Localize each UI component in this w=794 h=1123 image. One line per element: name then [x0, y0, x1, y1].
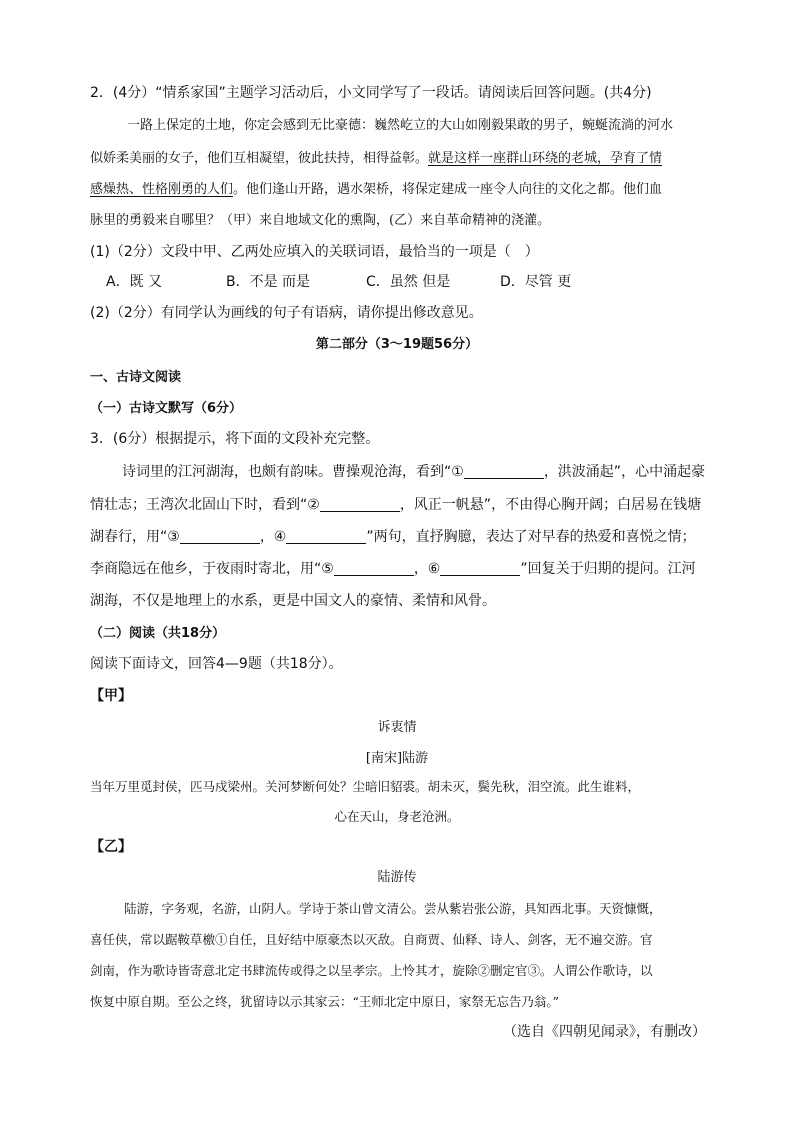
q2-passage-text: 似娇柔美丽的女子，他们互相凝望，彼此扶持，相得益彰。: [90, 151, 429, 166]
q2-stem: 2．(4分）“情系家国”主题学习活动后，小文同学写了一段话。请阅读后回答问题。(共4分): [90, 85, 652, 101]
q3-line-4: [90, 558, 696, 578]
q3-text: ，洪波涌起”，心中涌起豪: [543, 464, 706, 480]
prose-line-2: 喜任侠，常以踞鞍草檄①自任，且好结中原豪杰以灭敌。自商贾、仙释、诗人、剑客，无不遍交游。官: [90, 932, 653, 947]
section-heading-classical-reading: 一、古诗文阅读: [90, 370, 182, 385]
q3-text: ”两句，直抒胸臆，表达了对早春的热爱和喜悦之情；: [366, 529, 696, 545]
prose-line-3: 剑南，作为歌诗皆寄意北定书肆流传或得之以呈孝宗。上怜其才，旋除②删定官③。人谓公作歌诗，以: [90, 963, 653, 978]
q3-text: ，⑥: [413, 561, 441, 577]
reading-instructions: 阅读下面诗文，回答4—9题（共18分）。: [90, 656, 343, 672]
q2-passage-line-2: [90, 147, 662, 166]
q3-line-2: [90, 494, 701, 514]
q2-passage-line-4: 脉里的勇毅来自哪里？（甲）来自地域文化的熏陶，(乙）来自革命精神的浇灌。: [90, 213, 551, 228]
q3-text: ”回复关于归期的提问。江河: [520, 561, 696, 577]
answer-blank-4[interactable]: [286, 529, 366, 544]
prose-line-4: 恢复中原自期。至公之终，犹留诗以示其家云：“王师北定中原日，家祭无忘告乃翁。”: [90, 994, 560, 1009]
q3-text: 情壮志；王湾次北固山下时，看到“②: [90, 497, 320, 513]
q3-text: 诗词里的江河湖海，也颇有韵味。曹操观沧海，看到“①: [122, 464, 464, 480]
poem-line-1: 当年万里觅封侯，匹马戍梁州。关河梦断何处？尘暗旧貂裘。胡未灭，鬓先秋，泪空流。此生谁料，: [90, 779, 641, 794]
subsection-heading-recitation: （一）古诗文默写（6分）: [90, 401, 243, 416]
q2-passage-line-1: 一路上保定的土地，你定会感到无比豪德：巍然屹立的大山如刚毅果敢的男子，蜿蜒流淌的河水: [127, 118, 674, 133]
part2-title: 第二部分（3～19题56分）: [315, 337, 479, 352]
text-label-yi: 【乙】: [90, 839, 132, 855]
answer-blank-5[interactable]: [334, 561, 414, 576]
q3-text: ，④: [259, 529, 287, 545]
q2-underlined-sentence: 就是这样一座群山环绕的老城，孕育了情: [428, 151, 663, 166]
q3-line-1: [122, 461, 705, 481]
source-citation: （选自《四朝见闻录》，有删改）: [503, 1024, 706, 1040]
text-label-jia: 【甲】: [90, 688, 132, 704]
subsection-heading-reading: （二）阅读（共18分）: [90, 626, 226, 641]
answer-blank-6[interactable]: [440, 561, 520, 576]
poem-title: 诉衷情: [377, 720, 417, 735]
prose-title: 陆游传: [377, 870, 417, 885]
poem-author: [南宋]陆游: [365, 751, 429, 766]
q2-subquestion-1: (1)（2分）文段中甲、乙两处应填入的关联词语，最恰当的一项是（ ）: [90, 244, 539, 260]
q2-passage-text: 。他们逢山开路，遇水架桥，将保定建成一座令人向往的文化之都。他们血: [233, 182, 663, 197]
q2-underlined-sentence-end: 感燥热、性格刚勇的人们: [90, 182, 234, 197]
prose-line-1: 陆游，字务观，名游，山阴人。学诗于茶山曾文清公。尝从紫岩张公游，具知西北事。天资慷慨，: [124, 901, 662, 916]
q2-option-c: C．虽然 但是: [366, 274, 451, 290]
answer-blank-1[interactable]: [464, 464, 544, 479]
q2-option-d: D．尽管 更: [500, 274, 572, 290]
answer-blank-3[interactable]: [180, 529, 260, 544]
q2-option-b: B．不是 而是: [226, 274, 311, 290]
q3-text: ，风正一帆悬”，不由得心胸开阔；白居易在钱塘: [399, 497, 702, 513]
q3-stem: 3．(6分）根据提示，将下面的文段补充完整。: [90, 431, 380, 447]
q3-text: 湖春行，用“③: [90, 529, 180, 545]
q2-option-a: A．既 又: [106, 274, 163, 290]
q3-line-3: [90, 526, 696, 546]
poem-line-2: 心在天山，身老沧洲。: [334, 809, 460, 824]
q2-subquestion-2: (2)（2分）有同学认为画线的句子有语病，请你提出修改意见。: [90, 305, 483, 321]
q3-text: 李商隐远在他乡，于夜雨时寄北，用“⑤: [90, 561, 334, 577]
q3-line-5: 湖海，不仅是地理上的水系，更是中国文人的豪情、柔情和风骨。: [90, 593, 496, 609]
answer-blank-2[interactable]: [320, 497, 400, 512]
q2-passage-line-3: [90, 178, 662, 197]
